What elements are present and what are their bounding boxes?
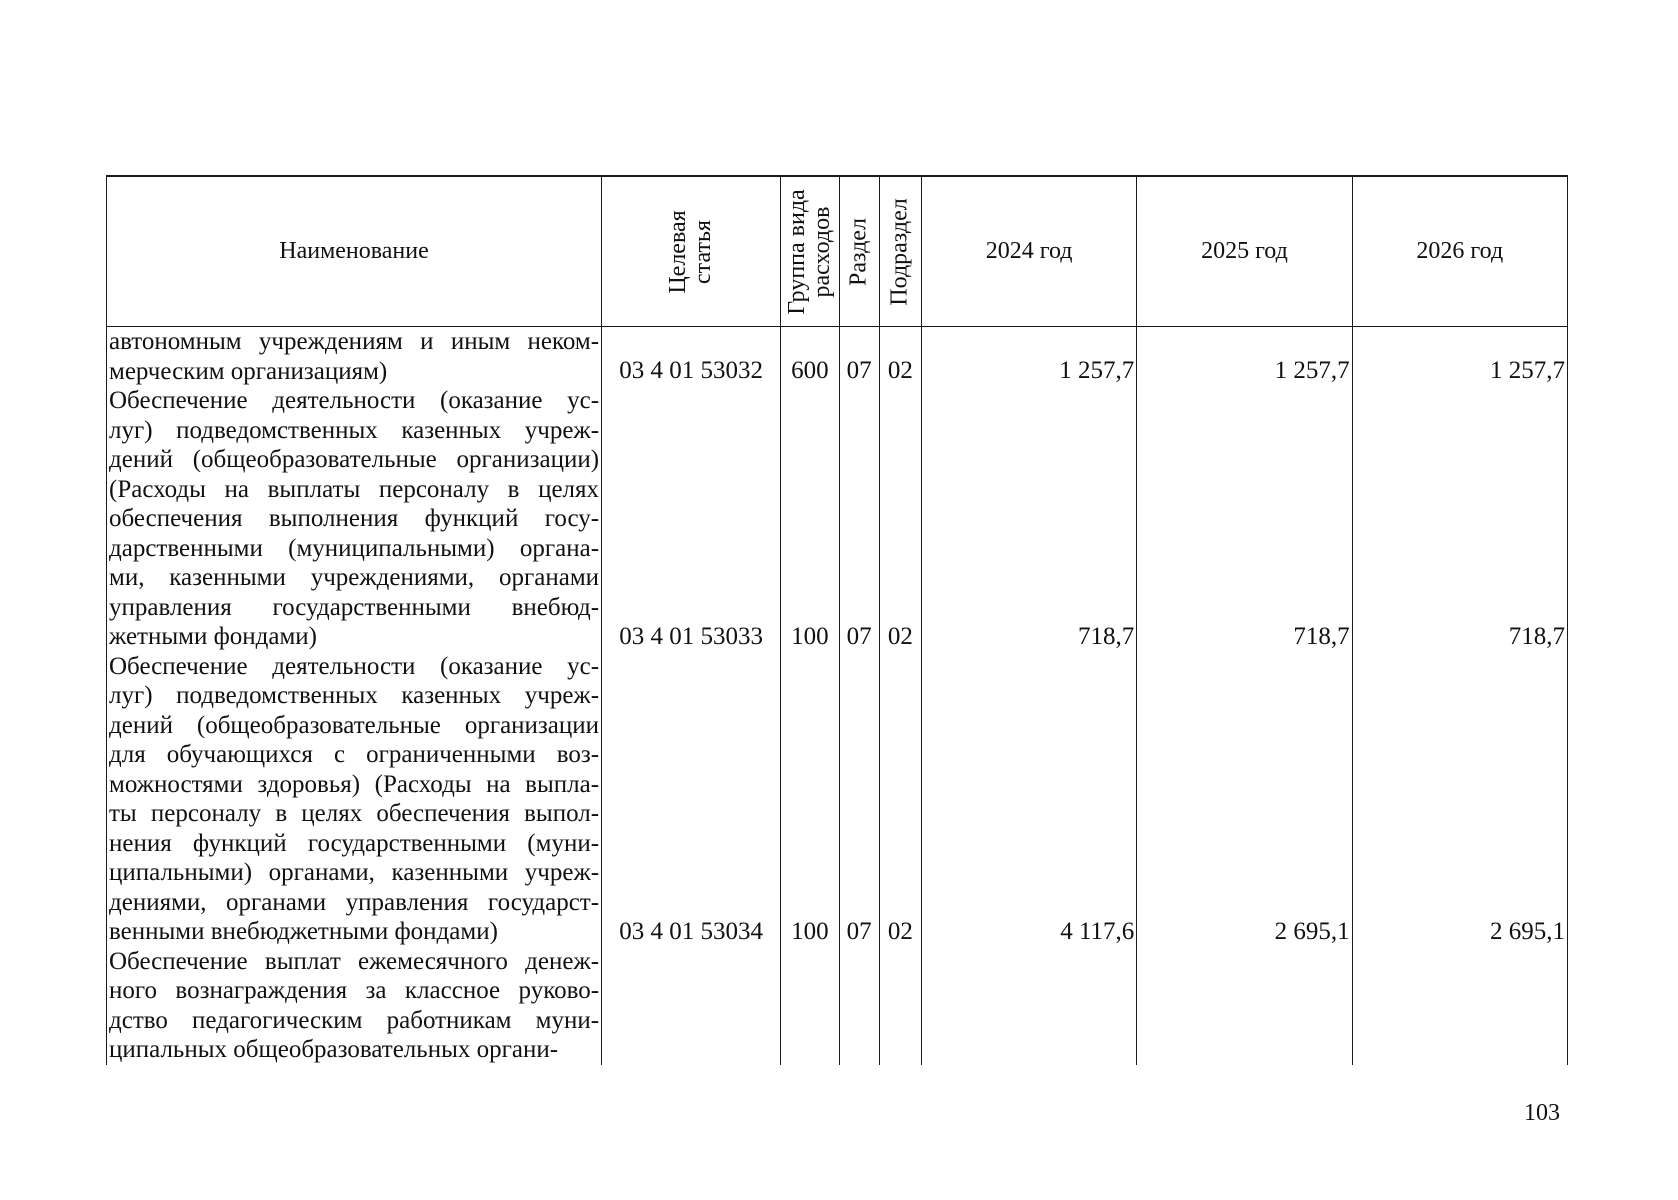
- row-target-item: 03 4 01 53033: [602, 386, 781, 652]
- budget-table-sheet: [106, 175, 1568, 1082]
- row-name-line: ми, казенными учреждениями, органами: [109, 564, 600, 591]
- header-year-2025: [1137, 176, 1352, 327]
- table-row: [107, 386, 1568, 652]
- header-year-2024-text: 2024 год: [985, 238, 1073, 264]
- row-name-line: можностями здоровья) (Расходы на выпла-: [109, 770, 600, 798]
- row-name-line: мерческим организациям): [109, 357, 388, 385]
- row-expense-group: 100: [781, 386, 839, 652]
- header-expense-group: [781, 176, 839, 327]
- row-amount-2026: 2 695,1: [1352, 652, 1567, 947]
- row-amount-2025: 1 257,7: [1137, 327, 1352, 387]
- row-subsection: 02: [879, 327, 921, 387]
- header-name: [107, 176, 602, 327]
- row-name: [107, 386, 602, 652]
- header-year-2024: [921, 176, 1136, 327]
- row-name-line: автономным учреждениям и иным неком-: [109, 328, 600, 355]
- row-name-line: дарственными (муниципальными) органа-: [109, 534, 600, 562]
- row-amount-2025: 718,7: [1137, 386, 1352, 652]
- row-name-line: Обеспечение деятельности (оказание ус-: [109, 652, 600, 680]
- header-subsection: [879, 176, 921, 327]
- row-name-line: ного вознаграждения за классное руково-: [109, 977, 600, 1004]
- header-subsection-text: Подраздел: [886, 197, 913, 306]
- header-expense-group-text: Группа вида расходов: [783, 188, 835, 315]
- row-name-line: обеспечения выполнения функций госу-: [109, 505, 600, 532]
- row-amount-2025: [1137, 947, 1352, 1065]
- row-amount-2026: [1352, 947, 1567, 1065]
- table-row: [107, 652, 1568, 947]
- row-subsection: 02: [879, 386, 921, 652]
- row-name-line: дство педагогическим работникам муни-: [109, 1006, 600, 1034]
- row-amount-2024: 4 117,6: [921, 652, 1136, 947]
- row-name-line: жетными фондами): [109, 623, 318, 650]
- row-amount-2025: 2 695,1: [1137, 652, 1352, 947]
- row-name-line: ципальными) органами, казенными учреж-: [109, 859, 600, 886]
- row-name-line: дений (общеобразовательные организации): [109, 446, 600, 473]
- header-year-2025-text: 2025 год: [1201, 238, 1288, 264]
- header-year-2026: [1352, 176, 1567, 327]
- table-header-row: [107, 176, 1568, 327]
- row-name-line: луг) подведомственных казенных учреж-: [109, 682, 600, 709]
- row-name: [107, 947, 602, 1065]
- row-name-line: для обучающихся с ограниченными воз-: [109, 741, 600, 768]
- row-name-line: ципальных общеобразовательных органи-: [109, 1036, 559, 1063]
- row-name-line: управления государственными внебюд-: [109, 593, 600, 621]
- row-name-line: ты персоналу в целях обеспечения выпол-: [109, 800, 600, 827]
- header-target-item-text: Целевая статья: [665, 209, 717, 294]
- row-name-line: венными внебюджетными фондами): [109, 918, 498, 945]
- row-name-line: (Расходы на выплаты персоналу в целях: [109, 475, 600, 503]
- row-expense-group: 600: [781, 327, 839, 387]
- row-expense-group: [781, 947, 839, 1065]
- row-name-line: дениями, органами управления государст-: [109, 888, 600, 916]
- row-target-item: 03 4 01 53032: [602, 327, 781, 387]
- row-amount-2026: 718,7: [1352, 386, 1567, 652]
- row-subsection: [879, 947, 921, 1065]
- row-amount-2026: 1 257,7: [1352, 327, 1567, 387]
- header-section-text: Раздел: [845, 217, 872, 286]
- row-target-item: 03 4 01 53034: [602, 652, 781, 947]
- row-name-line: Обеспечение выплат ежемесячного денеж-: [109, 947, 600, 975]
- table-body: [107, 327, 1568, 1065]
- row-name-line: нения функций государственными (муни-: [109, 829, 600, 857]
- header-target-item: [602, 176, 781, 327]
- header-section: [839, 176, 879, 327]
- header-year-2026-text: 2026 год: [1416, 238, 1504, 264]
- row-amount-2024: [921, 947, 1136, 1065]
- row-section: [839, 947, 879, 1065]
- row-subsection: 02: [879, 652, 921, 947]
- row-name-line: Обеспечение деятельности (оказание ус-: [109, 387, 600, 414]
- header-name-text: Наименование: [279, 238, 429, 264]
- table-row: [107, 327, 1568, 387]
- row-name: [107, 652, 602, 947]
- row-amount-2024: 718,7: [921, 386, 1136, 652]
- row-section: 07: [839, 386, 879, 652]
- row-amount-2024: 1 257,7: [921, 327, 1136, 387]
- row-section: 07: [839, 327, 879, 387]
- row-name-line: дений (общеобразовательные организации: [109, 711, 600, 739]
- page-number: 103: [1524, 1100, 1560, 1126]
- row-section: 07: [839, 652, 879, 947]
- row-target-item: [602, 947, 781, 1065]
- budget-table: [106, 175, 1568, 1065]
- row-name: [107, 327, 602, 387]
- table-row: [107, 947, 1568, 1065]
- row-name-line: луг) подведомственных казенных учреж-: [109, 416, 600, 444]
- row-expense-group: 100: [781, 652, 839, 947]
